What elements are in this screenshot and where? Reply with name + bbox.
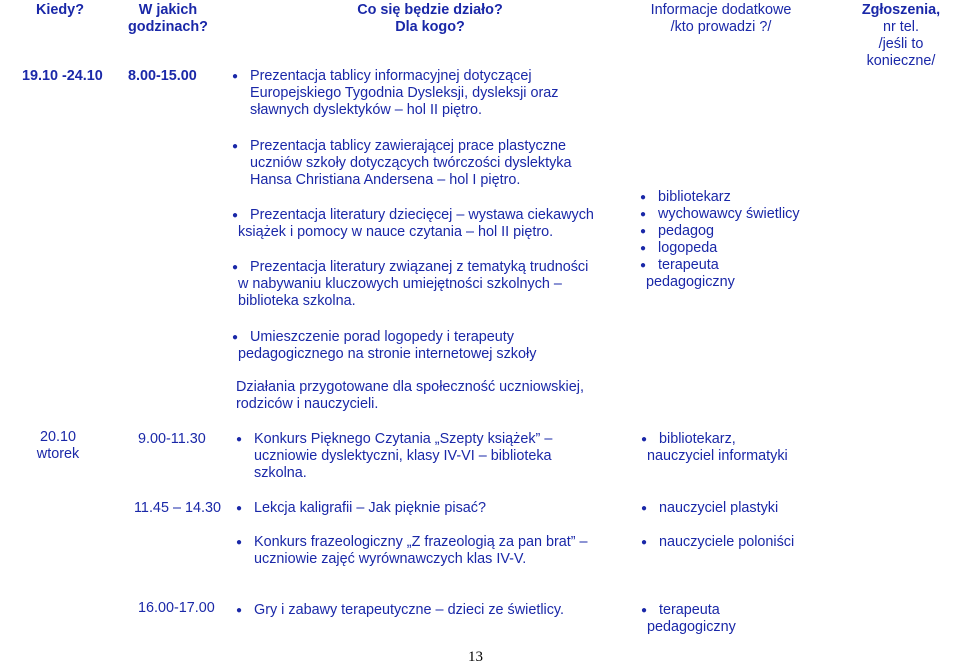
header-hours-line1: W jakich	[138, 2, 198, 18]
row2-date	[28, 429, 88, 463]
row1-activity-2	[232, 138, 612, 189]
row1-activity-5-line1: Umieszczenie porad logopedy i terapeuty	[250, 329, 514, 345]
row2-activity-3-line1: Konkurs frazeologiczny „Z frazeologią za pan brat” –	[254, 534, 588, 550]
bullet-icon: ●	[641, 503, 648, 514]
row2-time-2: 11.45 – 14.30	[134, 500, 221, 516]
bullet-icon: ●	[236, 537, 243, 548]
row1-activity-1-line3: sławnych dyslektyków – hol II piętro.	[250, 102, 482, 118]
bullet-icon: ●	[641, 434, 648, 445]
page-number: 13	[468, 649, 483, 665]
bullet-icon: ●	[641, 537, 648, 548]
staff-item: ● bibliotekarz	[640, 189, 731, 205]
row2-staff-1-line2: nauczyciel informatyki	[647, 448, 788, 464]
header-when: Kiedy?	[36, 2, 84, 18]
row2-activity-1-line2: uczniowie dyslektyczni, klasy IV-VI – biblioteka	[254, 448, 552, 464]
header-signup-line3: /jeśli to	[878, 36, 924, 52]
row2-staff-1	[641, 431, 841, 465]
bullet-icon: ●	[640, 209, 647, 220]
staff-item: ● terapeuta	[640, 257, 719, 273]
row2-time-3: 16.00-17.00	[138, 600, 215, 616]
header-hours	[118, 2, 218, 36]
staff-item-cont: pedagogiczny	[646, 274, 735, 290]
header-what-line1: Co się będzie działo?	[357, 2, 503, 18]
row1-activity-4-line1: Prezentacja literatury związanej z tematyką trudności	[250, 259, 589, 275]
header-signup	[842, 2, 960, 70]
row1-activity-5-line2: pedagogicznego na stronie internetowej szkoły	[238, 346, 537, 362]
row1-activity-3-line2: książek i pomocy w nauce czytania – hol II piętro.	[238, 224, 554, 240]
bullet-icon: ●	[640, 243, 647, 254]
bullet-icon: ●	[232, 332, 239, 343]
header-signup-line2: nr tel.	[883, 19, 919, 35]
row1-activity-2-line2: uczniów szkoły dotyczących twórczości dyslektyka	[250, 155, 572, 171]
header-info-line2: /kto prowadzi ?/	[670, 19, 772, 35]
row1-audience-note-line1: Działania przygotowane dla społeczność uczniowskiej,	[236, 379, 584, 395]
row1-date: 19.10 -24.10	[22, 68, 103, 84]
row1-audience-note-line2: rodziców i nauczycieli.	[236, 396, 379, 412]
header-hours-line2: godzinach?	[128, 19, 208, 35]
row1-activity-3-line1: Prezentacja literatury dziecięcej – wystawa ciekawych	[250, 207, 594, 223]
row2-staff-2: ● nauczyciel plastyki	[641, 500, 779, 516]
row2-staff-4-line2: pedagogiczny	[647, 619, 736, 635]
bullet-icon: ●	[232, 210, 239, 221]
row2-staff-3: ● nauczyciele poloniści	[641, 534, 795, 550]
bullet-icon: ●	[640, 226, 647, 237]
row1-activity-4-line3: biblioteka szkolna.	[238, 293, 356, 309]
row2-activity-1	[236, 431, 616, 482]
row2-staff-4: ● terapeuta pedagogiczny	[641, 602, 841, 636]
row1-activity-1	[232, 68, 612, 119]
staff-item: ● logopeda	[640, 240, 718, 256]
staff-item: ● wychowawcy świetlicy	[640, 206, 800, 222]
bullet-icon: ●	[236, 503, 243, 514]
row2-activity-1-line1: Konkurs Pięknego Czytania „Szepty książek” –	[254, 431, 553, 447]
bullet-icon: ●	[640, 192, 647, 203]
row1-activity-2-line1: Prezentacja tablicy zawierającej prace plastyczne	[250, 138, 566, 154]
row1-activity-5	[232, 329, 632, 363]
bullet-icon: ●	[232, 262, 239, 273]
header-info	[632, 2, 810, 36]
header-what-line2: Dla kogo?	[395, 19, 465, 35]
row1-activity-3	[232, 207, 632, 241]
row1-activity-1-line2: Europejskiego Tygodnia Dysleksji, dysleksji oraz	[250, 85, 559, 101]
row2-activity-3-line2: uczniowie zajęć wyrównawczych klas IV-V.	[254, 551, 527, 567]
bullet-icon: ●	[641, 605, 648, 616]
row1-activity-4	[232, 259, 632, 310]
bullet-icon: ●	[640, 260, 647, 271]
row1-activity-1-line1: Prezentacja tablicy informacyjnej dotyczącej	[250, 68, 532, 84]
row1-audience-note	[236, 379, 636, 413]
row1-time: 8.00-15.00	[128, 68, 197, 84]
row2-activity-4: ● Gry i zabawy terapeutyczne – dzieci ze świetlicy.	[236, 602, 565, 618]
header-signup-line1: Zgłoszenia,	[861, 2, 941, 18]
row1-activity-2-line3: Hansa Christiana Andersena – hol I piętro.	[250, 172, 521, 188]
row2-activity-3	[236, 534, 636, 568]
staff-item: ● pedagog	[640, 223, 715, 239]
row1-staff-list	[640, 189, 840, 291]
header-signup-line4: konieczne/	[866, 53, 936, 69]
bullet-icon: ●	[236, 605, 243, 616]
header-info-line1: Informacje dodatkowe	[650, 2, 792, 18]
row2-activity-2: ● Lekcja kaligrafii – Jak pięknie pisać?	[236, 500, 486, 516]
header-what	[290, 2, 570, 36]
row1-activity-4-line2: w nabywaniu kluczowych umiejętności szkolnych –	[238, 276, 562, 292]
row2-activity-1-line3: szkolna.	[254, 465, 307, 481]
row2-date-line1: 20.10	[39, 429, 76, 445]
bullet-icon: ●	[232, 141, 239, 152]
row2-date-line2: wtorek	[36, 446, 80, 462]
bullet-icon: ●	[232, 71, 239, 82]
row2-time-1: 9.00-11.30	[138, 431, 206, 447]
row2-staff-1-line1: bibliotekarz,	[659, 431, 736, 447]
bullet-icon: ●	[236, 434, 243, 445]
